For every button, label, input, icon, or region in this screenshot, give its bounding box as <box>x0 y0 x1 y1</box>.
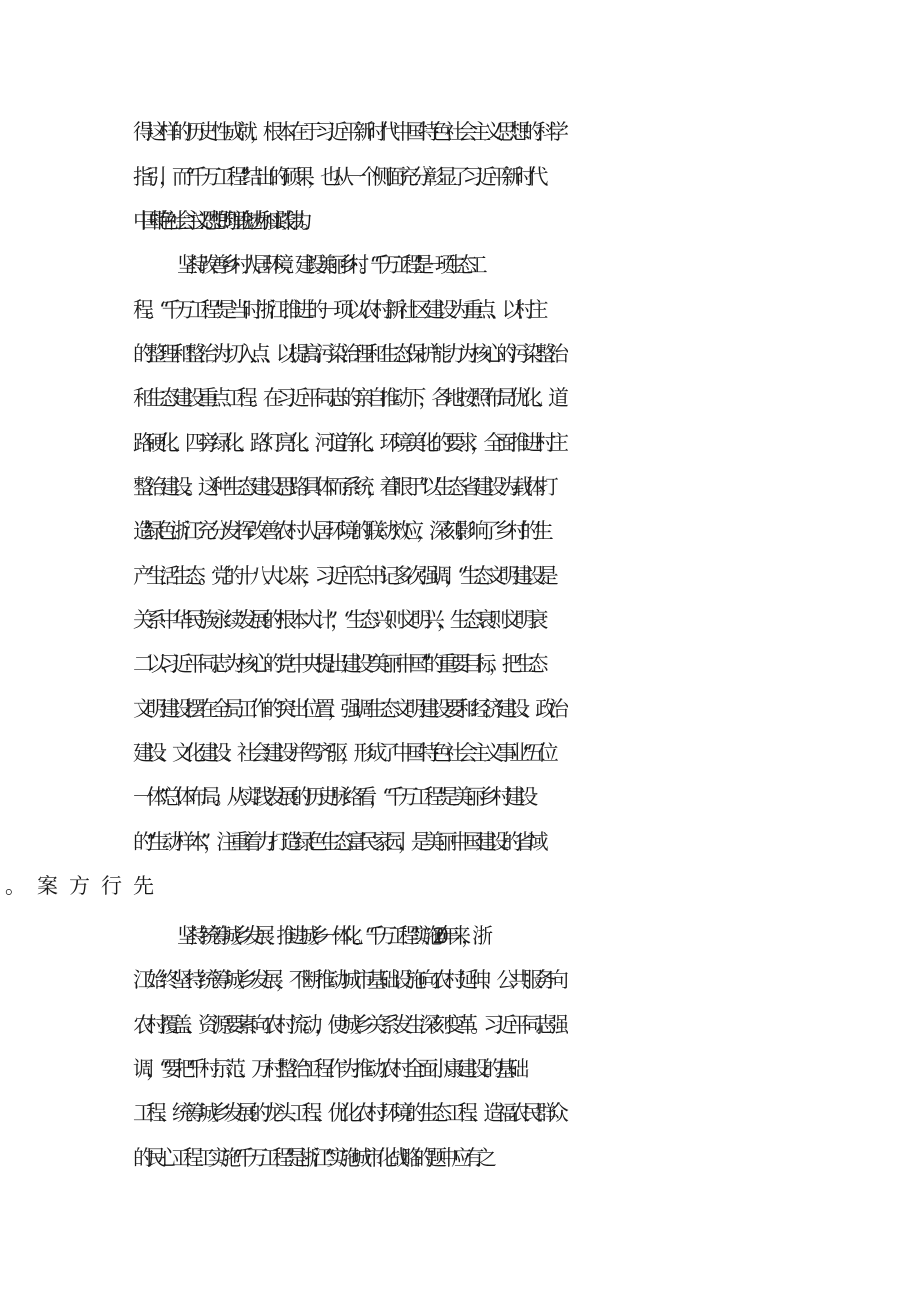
text-line: 的民心工程工实施“千万工程”是浙江“实施城市化战略的题中应有之 <box>133 1146 489 1170</box>
text-line: 坚持改善乡村人居环境、建设美丽乡村。“千万工程”是一项生态工 <box>177 253 478 277</box>
text-line: 二以习近平同志为核心的党中央提出建设“美丽中国”的重要目标，把生态 <box>133 652 541 676</box>
text-line <box>0 866 920 906</box>
text-line: 中国特色社会主义思想的理论魅力和实践伟力。 <box>133 209 309 233</box>
text-line: 调，“要把‘千村示范、万村整治'工程作为推动农村全面小康建设的基础 <box>133 1057 522 1081</box>
text-line: 整治建设。这种生态建设思路具体而系统，着眼于“以生态省建设为载体打 <box>133 475 551 499</box>
text-line: 农村覆盖、资源要素向农村流动，使城乡关系发生深刻变革。习近平同志强 <box>133 1013 562 1037</box>
text-line: 一体”总体布局。从实践发展的历史脉络看，“千万工程”是美丽乡村建设 <box>133 785 531 809</box>
text-line: 得这样的历史性成就，根本在于习近平新时代中国特色社会主义思想的科学 <box>133 120 562 144</box>
text-line: 造'绿色浙江充分发挥改善农村人居环境的联动效应，深刻影响了乡村的生 <box>133 519 546 543</box>
text-line: 的“生动样本”，注重着力打造绿色生态富民家园，是美丽中国建设的省域 <box>133 830 541 854</box>
text-line: 关系中华民族永续发展的根本大计”，“生态兴则文明兴，生态衰则文明衰 <box>133 608 541 632</box>
text-line: 建设、文化建设、社会建设并驾齐驱，形成了中国特色社会主义事业“五位 <box>133 741 551 765</box>
text-line: 江始终坚持统筹城乡发展，不断推动城市基础设施向农村延伸、公共服务向 <box>133 968 562 992</box>
text-line: 路硬化、四旁绿化、路灯亮化、河道净化、环境美化的要求，全面推进村庄 <box>133 431 562 455</box>
text-line: 程。“千万工程”是当时浙江推进的一项以农村新社区建设为重点、以村庄 <box>133 298 541 322</box>
text-line: 指引，而“千万工程”结出的硕果，也从一个侧面充分彰显了习近平新时代 <box>133 165 541 189</box>
text-line: 的整理和整治为切入点、以提高污染治理和生态保护能力为核心的污染整治 <box>133 342 562 366</box>
text-line: 和生态建设重点工程。在习近平同志的亲自推动下，各地按照布局优化、道 <box>133 386 562 410</box>
text-line: 坚持统筹城乡发展、推进城乡一体化。“千万工程”实施20年来，浙 <box>177 924 484 948</box>
text-line: 文明建设摆在全局工作的突出位置，强调生态文明建设要和经济建设、政治 <box>133 697 562 721</box>
text-line: 工程、统筹城乡发展的龙头工程、优化农村环境的生态工程、造福农民群众 <box>133 1101 562 1125</box>
text-line: 产生活生态。党的十八大以来，习近平总书记多次强调，“生态文明建设是 <box>133 564 551 588</box>
